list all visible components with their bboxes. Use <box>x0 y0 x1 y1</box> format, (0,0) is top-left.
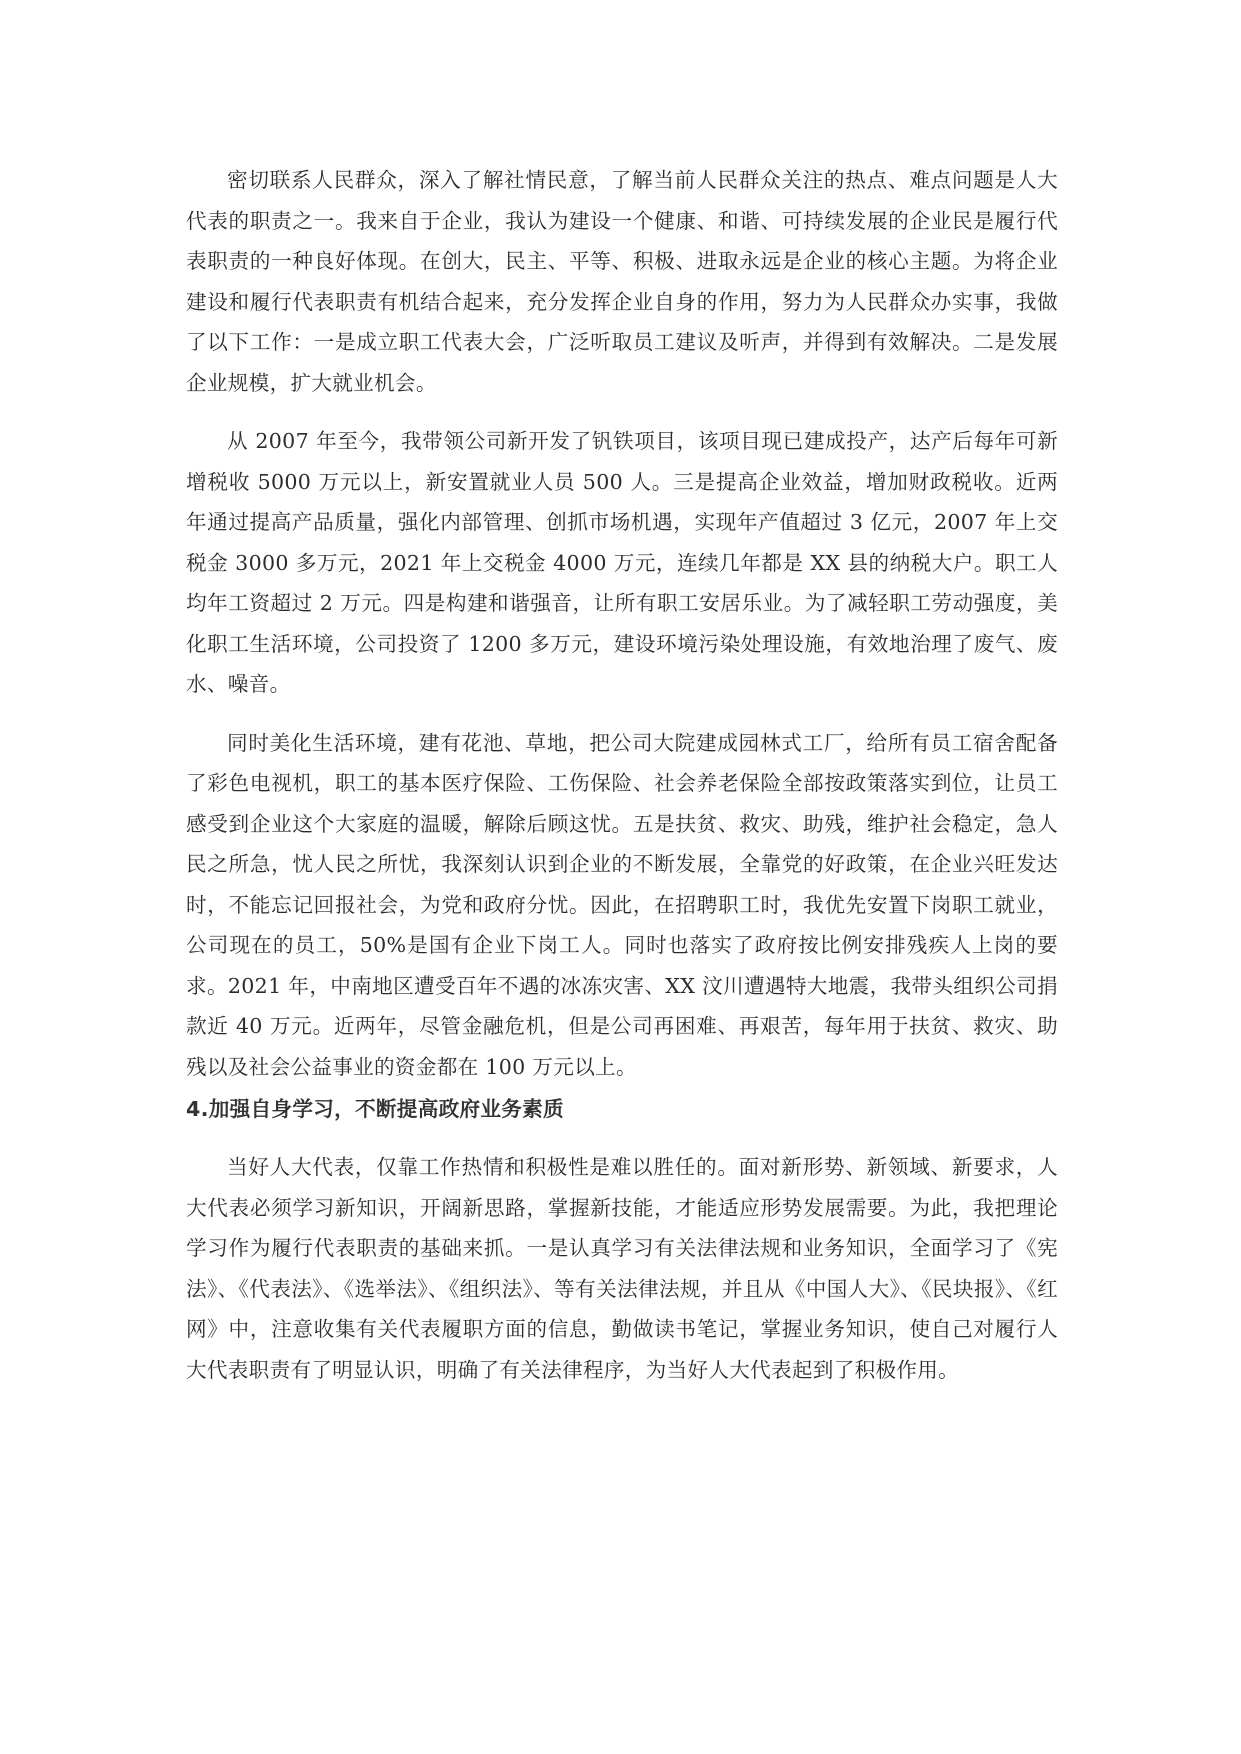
document-body <box>186 160 1058 1390</box>
paragraph-self-study: 当好人大代表，仅靠工作热情和积极性是难以胜任的。面对新形势、新领域、新要求，人大代表必须学习新知识，开阔新思路，掌握新技能，才能适应形势发展需要。为此，我把理论学习作为履行代表职责的基础来抓。一是认真学习有关法律法规和业务知识，全面学习了《宪法》、《代表法》、《选举法》、《组织法》、等有关法律法规，并且从《中国人大》、《民块报》、《红网》中，注意收集有关代表履职方面的信息，勤做读书笔记，掌握业务知识，使自己对履行人大代表职责有了明显认识，明确了有关法律程序，为当好人大代表起到了积极作用。 <box>186 1155 1058 1382</box>
paragraph-social-responsibility: 同时美化生活环境，建有花池、草地，把公司大院建成园林式工厂，给所有员工宿舍配备了彩色电视机，职工的基本医疗保险、工伤保险、社会养老保险全部按政策落实到位，让员工感受到企业这个大家庭的温暖，解除后顾这忧。五是扶贫、救灾、助残，维护社会稳定，急人民之所急，忧人民之所忧，我深刻认识到企业的不断发展，全靠党的好政策，在企业兴旺发达时，不能忘记回报社会，为党和政府分忧。因此，在招聘职工时，我优先安置下岗职工就业，公司现在的员工，50%是国有企业下岗工人。同时也落实了政府按比例安排残疾人上岗的要求。2021 年，中南地区遭受百年不遇的冰冻灾害、XX 汶川遭遇特大地震，我带头组织公司捐款近 40 万元。近两年，尽管金融危机，但是公司再困难、再艰苦，每年用于扶贫、救灾、助残以及社会公益事业的资金都在 100 万元以上。 <box>186 730 1058 1079</box>
paragraph-company-growth: 从 2007 年至今，我带领公司新开发了钒铁项目，该项目现已建成投产，达产后每年可新增税收 5000 万元以上，新安置就业人员 500 人。三是提高企业效益，增加财政税收。近两年通过提高产品质量，强化内部管理、创抓市场机遇，实现年产值超过 3 亿元，2007 年上交税金 3000 多万元，2021 年上交税金 4000 万元，连续几年都是 XX 县的纳税大户。职工人均年工资超过 2 万元。四是构建和谐强音，让所有职工安居乐业。为了减轻职工劳动强度，美化职工生活环境，公司投资了 1200 多万元，建设环境污染处理设施，有效地治理了废气、废水、噪音。 <box>186 429 1058 696</box>
paragraph-party-duty: 密切联系人民群众，深入了解社情民意，了解当前人民群众关注的热点、难点问题是人大代表的职责之一。我来自于企业，我认为建设一个健康、和谐、可持续发展的企业民是履行代表职责的一种良好体现。在创大，民主、平等、积极、进取永远是企业的核心主题。为将企业建设和履行代表职责有机结合起来，充分发挥企业自身的作用，努力为人民群众办实事，我做了以下工作：一是成立职工代表大会，广泛听取员工建议及听声，并得到有效解决。二是发展企业规模，扩大就业机会。 <box>186 168 1058 395</box>
section-heading: 4.加强自身学习，不断提高政府业务素质 <box>186 1097 564 1121</box>
